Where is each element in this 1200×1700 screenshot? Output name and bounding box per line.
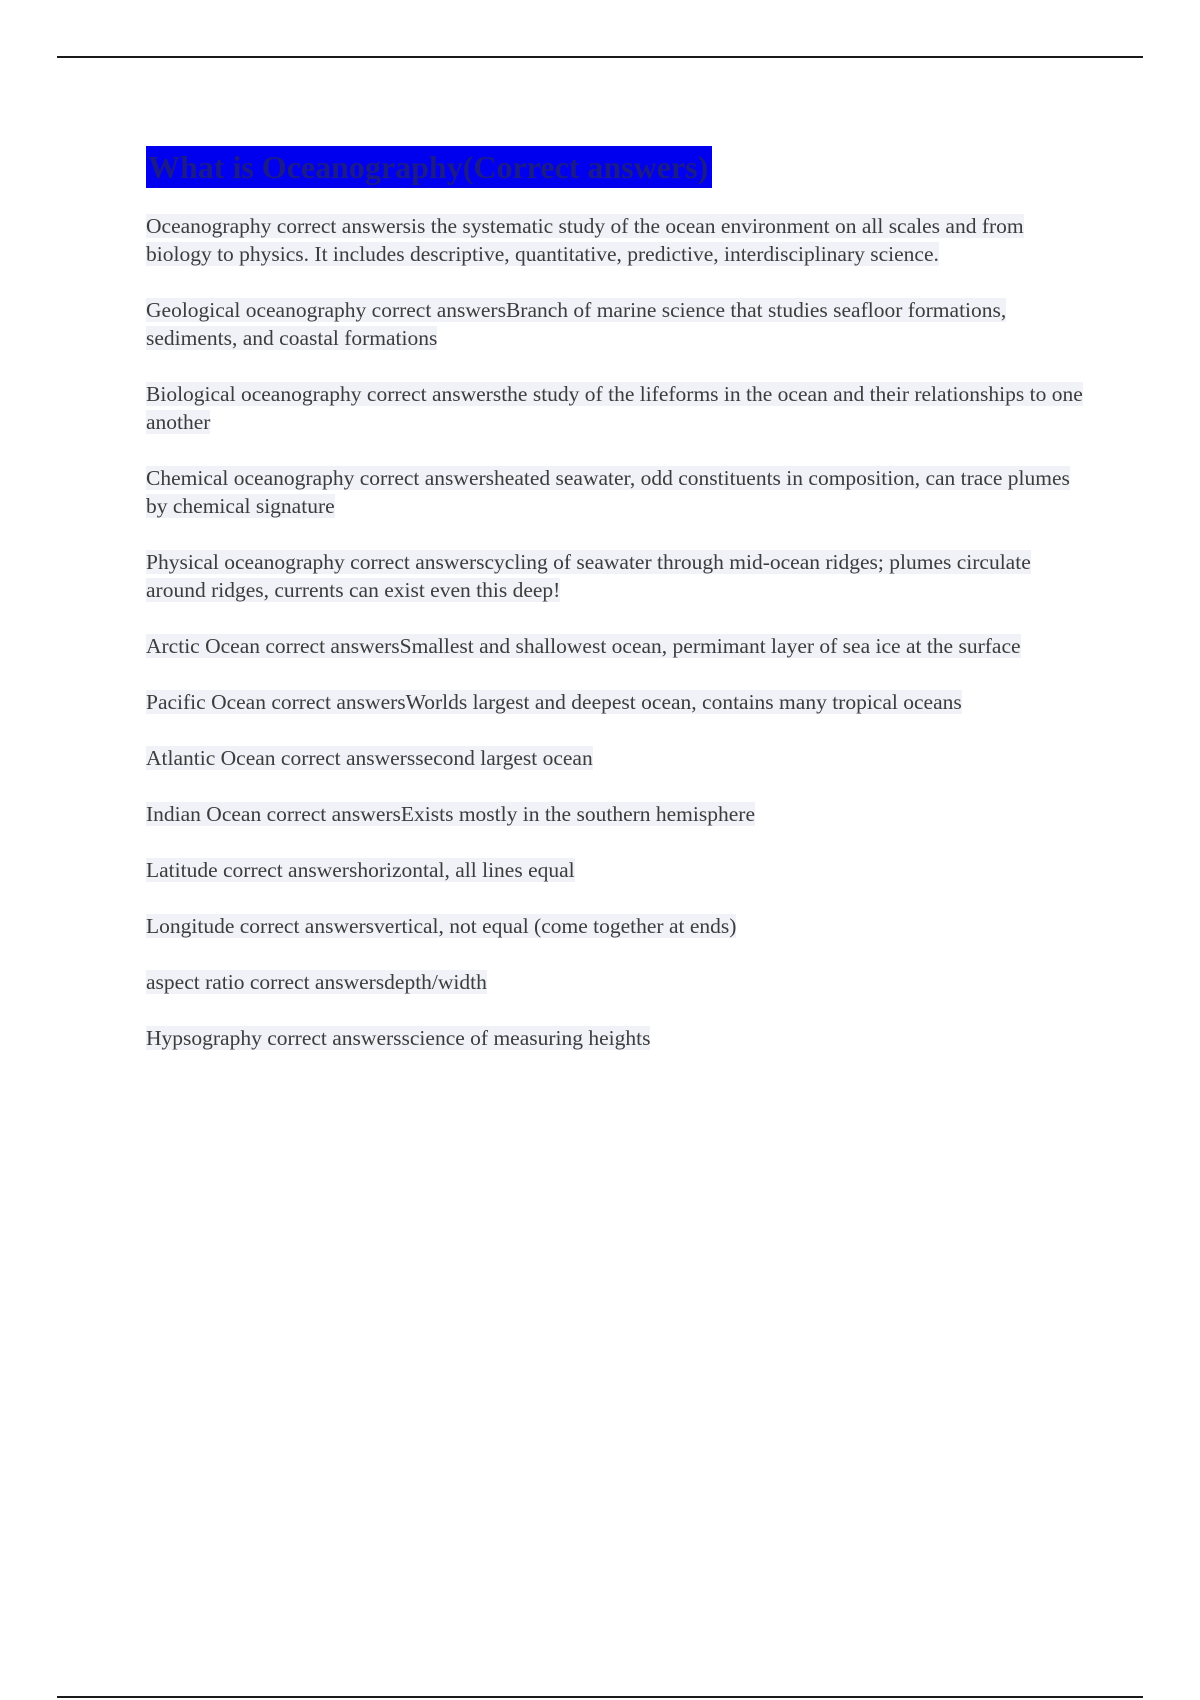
qa-list (146, 212, 1086, 1052)
document-page (146, 146, 1086, 1080)
qa-entry-geological (146, 296, 1086, 352)
qa-entry-latitude (146, 856, 1086, 884)
qa-entry-biological (146, 380, 1086, 436)
entry-text: Atlantic Ocean correct answerssecond largest ocean (146, 746, 593, 770)
entry-text: Hypsography correct answersscience of measuring heights (146, 1026, 651, 1050)
entry-text: Arctic Ocean correct answersSmallest and shallowest ocean, permimant layer of sea ice at the surface (146, 634, 1021, 658)
entry-text: Physical oceanography correct answerscycling of seawater through mid-ocean ridges; plumes circulate around ridges, currents can exist even this deep! (146, 550, 1031, 602)
entry-text: Latitude correct answershorizontal, all lines equal (146, 858, 575, 882)
qa-entry-hypsography (146, 1024, 1086, 1052)
qa-entry-pacific (146, 688, 1086, 716)
document-title: What is Oceanography(Correct answers) (148, 149, 709, 185)
qa-entry-chemical (146, 464, 1086, 520)
qa-entry-aspect-ratio (146, 968, 1086, 996)
entry-text: Pacific Ocean correct answersWorlds largest and deepest ocean, contains many tropical oceans (146, 690, 962, 714)
title-highlight (146, 146, 712, 188)
qa-entry-physical (146, 548, 1086, 604)
qa-entry-atlantic (146, 744, 1086, 772)
entry-text: Oceanography correct answersis the systematic study of the ocean environment on all scales and from biology to physics. It includes descriptive, quantitative, predictive, interdisciplinary science. (146, 214, 1024, 266)
top-page-rule (57, 56, 1143, 58)
entry-text: Geological oceanography correct answersBranch of marine science that studies seafloor formations, sediments, and coastal formations (146, 298, 1007, 350)
entry-text: Longitude correct answersvertical, not equal (come together at ends) (146, 914, 737, 938)
entry-text: Biological oceanography correct answersthe study of the lifeforms in the ocean and their relationships to one another (146, 382, 1083, 434)
entry-text: aspect ratio correct answersdepth/width (146, 970, 487, 994)
entry-text: Indian Ocean correct answersExists mostly in the southern hemisphere (146, 802, 755, 826)
qa-entry-oceanography (146, 212, 1086, 268)
qa-entry-longitude (146, 912, 1086, 940)
qa-entry-indian (146, 800, 1086, 828)
bottom-page-rule (57, 1696, 1143, 1698)
entry-text: Chemical oceanography correct answersheated seawater, odd constituents in composition, can trace plumes by chemical signature (146, 466, 1070, 518)
qa-entry-arctic (146, 632, 1086, 660)
